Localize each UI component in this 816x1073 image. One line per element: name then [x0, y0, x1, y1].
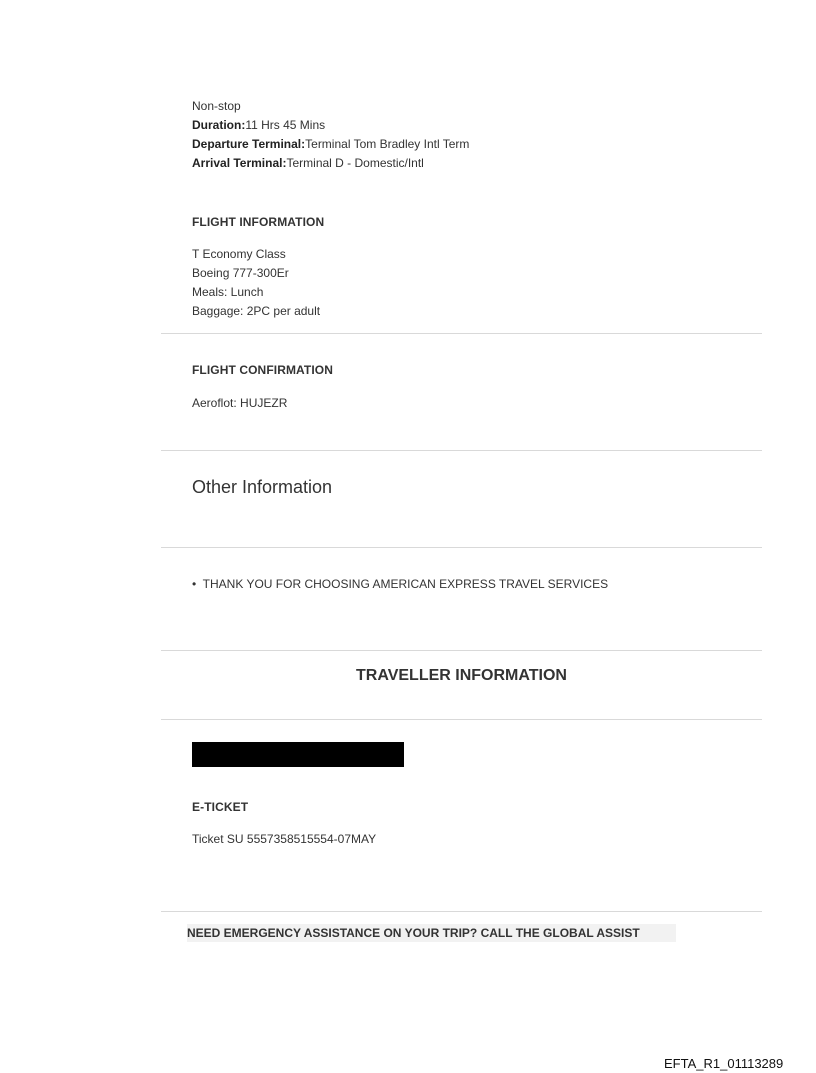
- divider: [161, 719, 762, 720]
- flight-baggage: Baggage: 2PC per adult: [192, 304, 321, 318]
- emergency-assistance-banner: NEED EMERGENCY ASSISTANCE ON YOUR TRIP? CALL THE GLOBAL ASSIST: [187, 924, 676, 942]
- redacted-traveller-name: [192, 742, 404, 767]
- other-information-item-text: THANK YOU FOR CHOOSING AMERICAN EXPRESS TRAVEL SERVICES: [202, 577, 609, 591]
- other-information-title: Other Information: [192, 477, 333, 497]
- flight-class: T Economy Class: [192, 247, 286, 261]
- other-information-item: [192, 575, 608, 594]
- flight-information-heading: FLIGHT INFORMATION: [192, 215, 325, 229]
- traveller-information-title: TRAVELLER INFORMATION: [356, 667, 567, 684]
- divider: [161, 911, 762, 912]
- duration-value: 11 Hrs 45 Mins: [245, 118, 326, 132]
- segment-stops: Non-stop: [192, 99, 241, 113]
- divider: [161, 650, 762, 651]
- flight-aircraft: Boeing 777-300Er: [192, 266, 289, 280]
- eticket-value: Ticket SU 5557358515554-07MAY: [192, 832, 377, 846]
- segment-arrival-terminal: [192, 154, 424, 173]
- bullet-icon: •: [192, 577, 197, 591]
- arrival-terminal-value: Terminal D - Domestic/Intl: [286, 156, 424, 170]
- segment-departure-terminal: [192, 135, 469, 154]
- divider: [161, 450, 762, 451]
- divider: [161, 547, 762, 548]
- document-id: EFTA_R1_01113289: [664, 1056, 784, 1071]
- flight-confirmation-value: Aeroflot: HUJEZR: [192, 396, 288, 410]
- divider: [161, 333, 762, 334]
- segment-duration: [192, 116, 325, 135]
- duration-label: Duration:: [192, 118, 246, 132]
- flight-meals: Meals: Lunch: [192, 285, 264, 299]
- eticket-heading: E-TICKET: [192, 800, 249, 814]
- flight-confirmation-heading: FLIGHT CONFIRMATION: [192, 363, 333, 377]
- departure-terminal-value: Terminal Tom Bradley Intl Term: [305, 137, 470, 151]
- arrival-terminal-label: Arrival Terminal:: [192, 156, 287, 170]
- departure-terminal-label: Departure Terminal:: [192, 137, 306, 151]
